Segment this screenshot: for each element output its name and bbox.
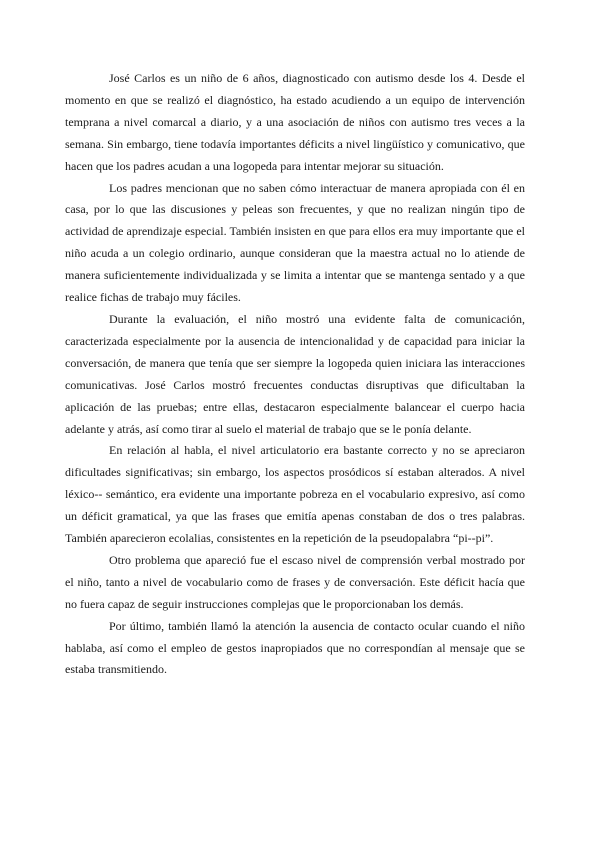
paragraph-1: José Carlos es un niño de 6 años, diagnosticado con autismo desde los 4. Desde el momento en que se realizó el diagnóstico, ha estado acudiendo a un equipo de intervención temprana a nivel comarcal a diario, y a una asociación de niños con autismo tres veces a la semana. Sin embargo, tiene todavía importantes déficits a nivel lingüístico y comunicativo, que hacen que los padres acudan a una logopeda para intentar mejorar su situación. — [65, 71, 525, 173]
document-body — [65, 68, 525, 681]
paragraph-4: En relación al habla, el nivel articulatorio era bastante correcto y no se apreciaron dificultades significativas; sin embargo, los aspectos prosódicos sí estaban alterados. A nivel léxico-- semántico, era evidente una importante pobreza en el vocabulario expresivo, así como un déficit gramatical, ya que las frases que emitía apenas constaban de dos o tres palabras. También aparecieron ecolalias, consistentes en la repetición de la pseudopalabra “pi--pi”. — [65, 443, 525, 546]
paragraph-6: Por último, también llamó la atención la ausencia de contacto ocular cuando el niño hablaba, así como el empleo de gestos inapropiados que no correspondían al mensaje que se estaba transmitiendo. — [65, 618, 525, 677]
paragraph-3: Durante la evaluación, el niño mostró una evidente falta de comunicación, caracterizada especialmente por la ausencia de intencionalidad y de capacidad para iniciar la conversación, de manera que tenía que ser siempre la logopeda quien iniciara las interacciones comunicativas. José Carlos mostró frecuentes conductas disruptivas que dificultaban la aplicación de las pruebas; entre ellas, destacaron especialmente balancear el cuerpo hacia adelante y atrás, así como tirar al suelo el material de trabajo que se le ponía delante. — [65, 311, 525, 436]
paragraph-2: Los padres mencionan que no saben cómo interactuar de manera apropiada con él en casa, por lo que las discusiones y peleas son frecuentes, y que no realizan ningún tipo de actividad de aprendizaje especial. También insisten en que para ellos era muy importante que el niño acuda a un colegio ordinario, aunque consideran que la maestra actual no lo atiende de manera suficientemente individualizada y se limita a intentar que se mantenga sentado y a que realice fichas de trabajo muy fáciles. — [65, 180, 525, 305]
paragraph-5: Otro problema que apareció fue el escaso nivel de comprensión verbal mostrado por el niño, tanto a nivel de vocabulario como de frases y de conversación. Este déficit hacía que no fuera capaz de seguir instrucciones complejas que le proporcionaban los demás. — [65, 552, 525, 611]
